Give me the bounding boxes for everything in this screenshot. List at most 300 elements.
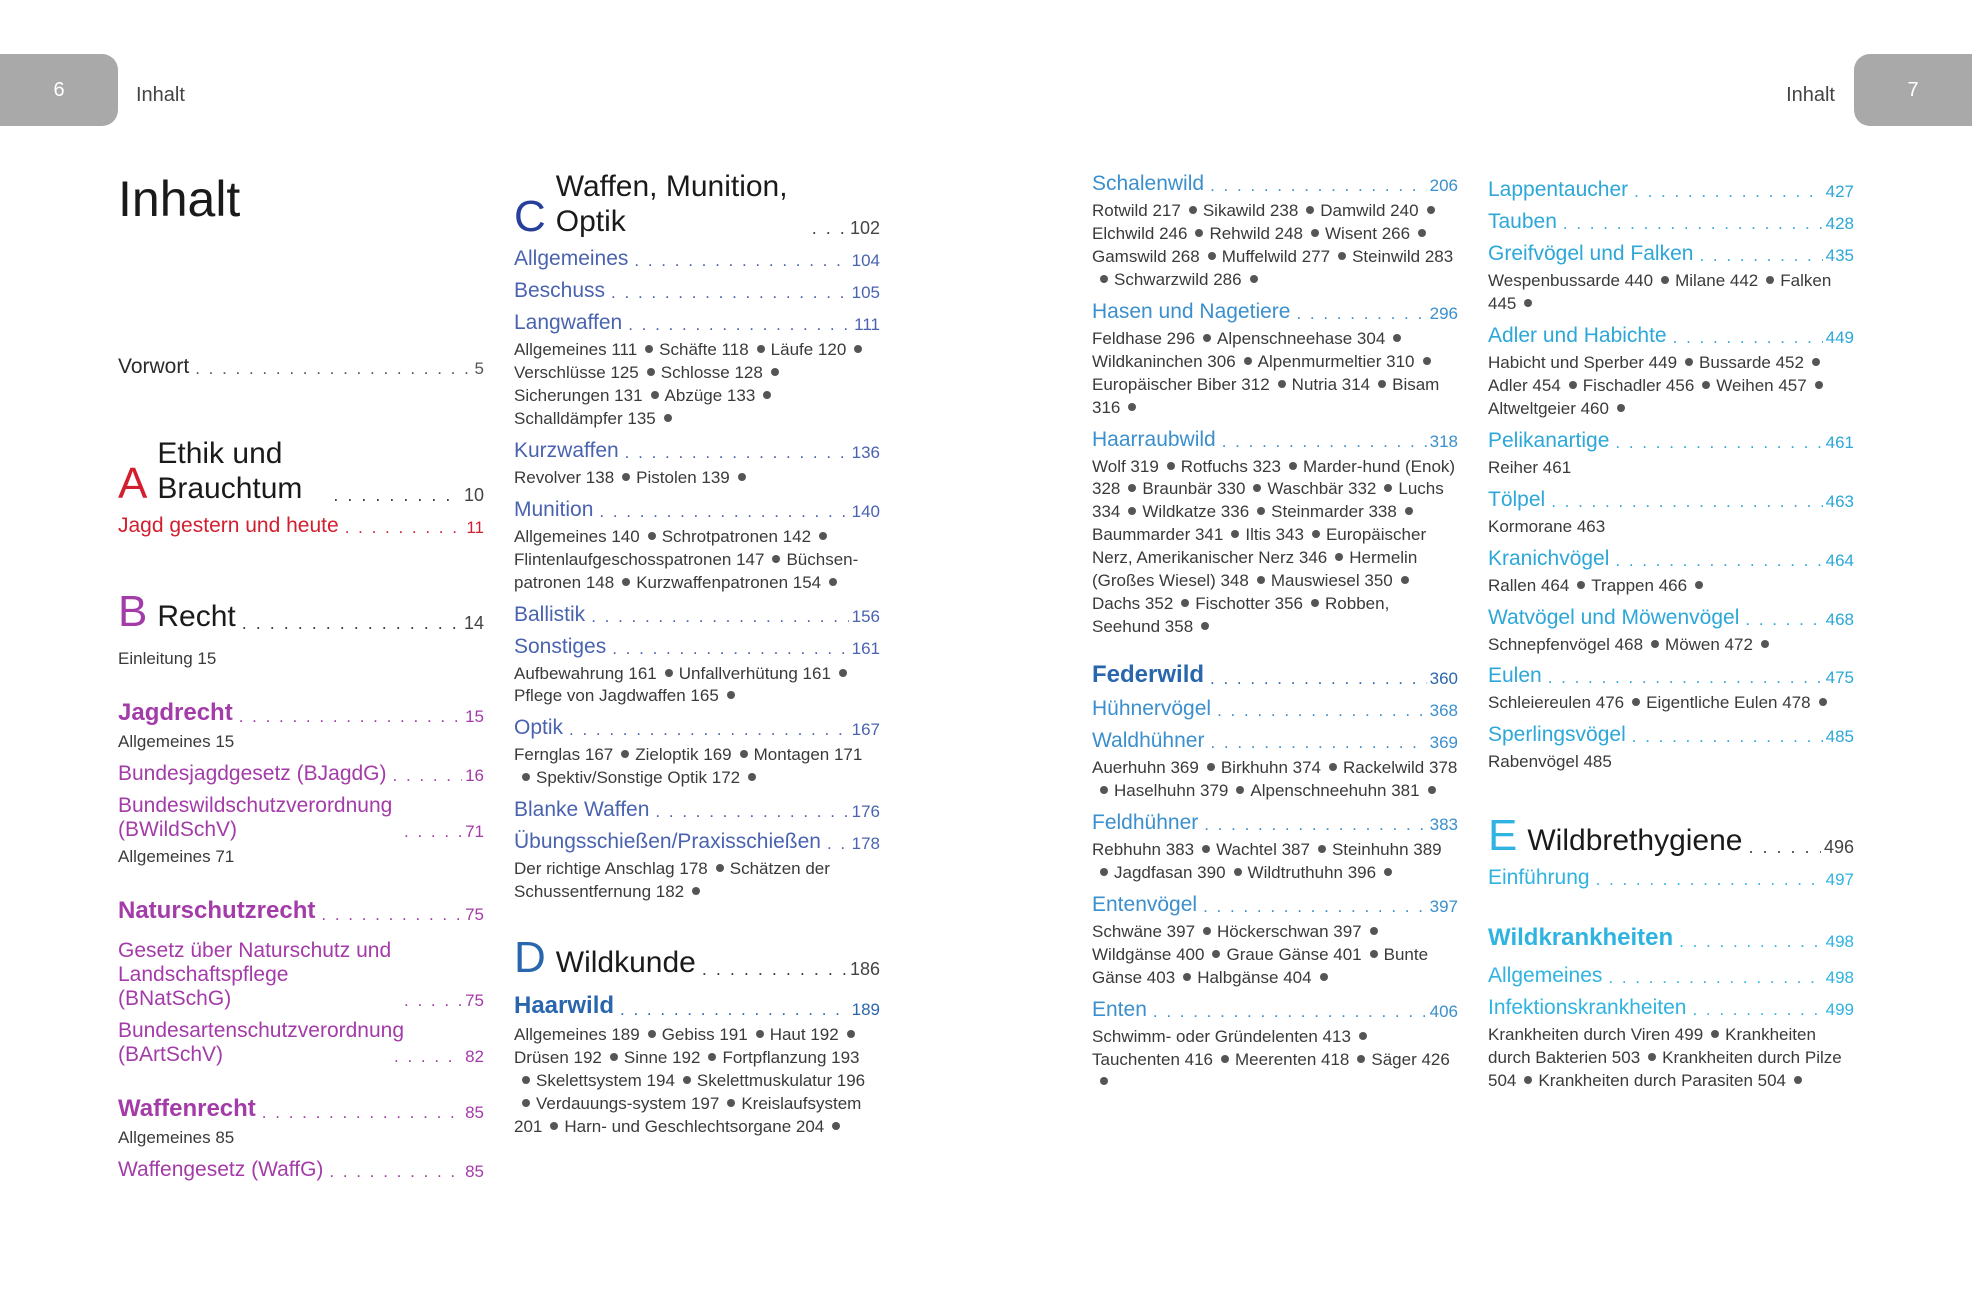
bullet-icon	[1378, 380, 1386, 388]
entry-label: Jagdrecht	[118, 698, 233, 726]
bullet-icon	[621, 750, 629, 758]
sub-item: Rabenvögel 485	[1488, 752, 1612, 772]
bullet-icon	[819, 532, 827, 540]
entry-label: Übungsschießen/Praxisschießen	[514, 830, 821, 854]
toc-entry[interactable]	[1092, 893, 1458, 917]
bullet-icon	[1577, 581, 1585, 589]
bullet-icon	[1201, 622, 1209, 630]
bullet-icon	[854, 345, 862, 353]
sub-item: Kurzwaffenpatronen 154	[636, 572, 822, 592]
section-letter: A	[118, 459, 148, 508]
sub-items	[1488, 270, 1854, 316]
sub-item: Gamswild 268	[1092, 246, 1200, 266]
toc-entry[interactable]	[1488, 606, 1854, 630]
entry-page: 85	[465, 1161, 484, 1181]
entry-page: 71	[465, 821, 484, 841]
sub-item: Marder-hund (Enok) 328	[1092, 456, 1456, 499]
sub-items	[1092, 757, 1458, 803]
sub-item: Schnepfenvögel 468	[1488, 634, 1644, 654]
entry-page: 11	[466, 518, 484, 537]
sub-item: Bunte Gänse 403	[1092, 944, 1429, 987]
sub-item: Flintenlaufgeschosspatronen 147	[514, 549, 765, 569]
sub-item: Haut 192	[769, 1025, 839, 1045]
bullet-icon	[1203, 334, 1211, 342]
toc-entry[interactable]	[1488, 242, 1854, 266]
entry-label: Optik	[514, 716, 564, 740]
entry-label: Naturschutzrecht	[118, 896, 316, 924]
bullet-icon	[1100, 786, 1108, 794]
sub-item: Harn- und Geschlechtsorgane 204	[564, 1116, 825, 1136]
bullet-icon	[1685, 358, 1693, 366]
sub-item: Allgemeines 111	[514, 340, 638, 359]
federwild-entries-cont	[1488, 178, 1854, 774]
sub-item: Elchwild 246	[1092, 223, 1188, 243]
toc-entry-waffenrecht[interactable]	[118, 1095, 484, 1123]
sub-item: Rotwild 217	[1092, 201, 1181, 220]
bullet-icon	[610, 1053, 618, 1061]
bullet-icon	[727, 1099, 735, 1107]
sub-item: Spektiv/Sonstige Optik 172	[536, 768, 741, 788]
sub-item: Rallen 464	[1488, 575, 1570, 595]
entry-label: Adler und Habichte	[1488, 323, 1667, 347]
sub-item: Allgemeines 140	[514, 526, 640, 546]
bullet-icon	[522, 773, 530, 781]
sub-item: Steinwild 283	[1352, 246, 1454, 266]
toc-entry-jagd-gestern[interactable]	[118, 514, 484, 538]
entry-page: 463	[1825, 491, 1854, 511]
sub-item: Iltis 343	[1245, 525, 1304, 545]
entry-page: 167	[851, 720, 880, 740]
sub-item: Rackelwild 378	[1343, 758, 1458, 777]
bullet-icon	[1335, 553, 1343, 561]
entry-label: Sonstiges	[514, 634, 607, 658]
intro-line: Einleitung 15	[118, 649, 217, 668]
bullet-icon	[1208, 252, 1216, 260]
sub-item: Verschlüsse 125	[514, 362, 639, 382]
sub-item: Hermelin (Großes Wiesel) 348	[1092, 548, 1418, 591]
bullet-icon	[692, 887, 700, 895]
sub-item: Büchsen-patronen 148	[514, 549, 859, 592]
bullet-icon	[1100, 1077, 1108, 1085]
toc-entry[interactable]	[514, 279, 880, 303]
bullet-icon	[1312, 530, 1320, 538]
bullet-icon	[1311, 599, 1319, 607]
entry-page: 206	[1429, 176, 1458, 195]
bullet-icon	[1234, 868, 1242, 876]
toc-entry[interactable]	[1092, 729, 1458, 753]
sub-item: Fischotter 356	[1195, 594, 1304, 614]
bullet-icon	[1221, 1055, 1229, 1063]
entry-label: Munition	[514, 497, 594, 521]
entry-label: Bundesjagdgesetz (BJagdG)	[118, 761, 387, 785]
sub-items	[1488, 1024, 1854, 1093]
entry-page: 85	[465, 1102, 484, 1122]
sub-item: Krankheiten durch Parasiten 504	[1538, 1071, 1786, 1091]
toc-entry-federwild[interactable]	[1092, 661, 1458, 689]
sub-items	[1488, 575, 1854, 598]
toc-entry-bartschv[interactable]	[118, 1019, 484, 1067]
toc-column-4	[1488, 170, 1854, 1093]
sub-items	[1488, 516, 1854, 539]
section-page: 102	[849, 218, 880, 238]
sub-item: Wachtel 387	[1216, 839, 1310, 859]
sub-items: Allgemeines 15	[118, 731, 235, 751]
wildkunde-entries	[1092, 172, 1458, 639]
entry-label: Watvögel und Möwenvögel	[1488, 605, 1740, 629]
sub-item: Schrotpatronen 142	[661, 526, 812, 546]
sub-item: Krankheiten durch Bakterien 503	[1488, 1025, 1816, 1068]
bullet-icon	[1320, 973, 1328, 981]
sub-item: Alpenmurmeltier 310	[1257, 351, 1415, 371]
sub-item: Trappen 466	[1591, 575, 1688, 595]
entry-page: 383	[1429, 814, 1458, 834]
bullet-icon	[1128, 403, 1136, 411]
bullet-icon	[1250, 275, 1258, 283]
bullet-icon	[664, 414, 672, 422]
entry-label: Kranichvögel	[1488, 546, 1610, 570]
sub-item: Schwimm- oder Gründelenten 413	[1092, 1026, 1351, 1046]
bullet-icon	[1329, 763, 1337, 771]
sub-items	[514, 663, 880, 709]
sub-item: Europäischer Nerz, Amerikanischer Nerz 346	[1092, 525, 1427, 568]
bullet-icon	[1648, 1053, 1656, 1061]
sub-item: Adler 454	[1488, 375, 1561, 395]
toc-entry[interactable]	[1488, 664, 1854, 688]
entry-label: Eulen	[1488, 664, 1542, 688]
bullet-icon	[1338, 252, 1346, 260]
bullet-icon	[1427, 206, 1435, 214]
sub-item: Zieloptik 169	[635, 745, 732, 765]
entry-label: Tölpel	[1488, 487, 1546, 511]
toc-entry-haarwild[interactable]	[514, 992, 880, 1020]
toc-entry[interactable]	[1092, 998, 1458, 1022]
sub-item: Kreislaufsystem 201	[514, 1093, 862, 1136]
toc-entry[interactable]	[1488, 429, 1854, 453]
sub-item: Schlosse 128	[660, 362, 763, 382]
entry-page: 156	[851, 606, 880, 626]
entry-page: 136	[851, 442, 880, 462]
bullet-icon	[1632, 698, 1640, 706]
bullet-icon	[1244, 357, 1252, 365]
sub-item: Läufe 120	[770, 340, 847, 359]
toc-entry-wildkrankheiten[interactable]	[1488, 924, 1854, 952]
bullet-icon	[832, 1122, 840, 1130]
toc-entry-bnatschg[interactable]	[118, 939, 484, 1011]
toc-entry[interactable]	[1488, 324, 1854, 348]
toc-entry[interactable]	[1488, 488, 1854, 512]
right-page-number: 7	[1854, 54, 1972, 126]
toc-entry-allgemeines[interactable]	[1488, 964, 1854, 988]
sub-item: Schätzen der Schussentfernung 182	[514, 859, 830, 902]
entry-label: Allgemeines	[1488, 964, 1603, 988]
bullet-icon	[1401, 576, 1409, 584]
bullet-icon	[727, 691, 735, 699]
entry-label: Pelikanartige	[1488, 428, 1610, 452]
bullet-icon	[1651, 640, 1659, 648]
sub-item: Muffelwild 277	[1221, 246, 1331, 266]
section-D[interactable]	[514, 933, 880, 983]
toc-entry-bwildschv[interactable]	[118, 794, 484, 842]
entry-label: Haarraubwild	[1092, 427, 1216, 451]
sub-item: Dachs 352	[1092, 594, 1174, 614]
section-A[interactable]	[118, 437, 484, 506]
toc-entry-jagdrecht[interactable]	[118, 699, 484, 727]
entry-page: 435	[1825, 246, 1854, 265]
sub-item: Rebhuhn 383	[1092, 839, 1195, 859]
bullet-icon	[708, 1053, 716, 1061]
toc-entry-infektionskrankheiten[interactable]	[1488, 996, 1854, 1020]
sub-items	[514, 339, 880, 431]
bullet-icon	[648, 532, 656, 540]
toc-entry[interactable]	[514, 635, 880, 659]
sub-item: Krankheiten durch Pilze 504	[1488, 1048, 1842, 1091]
toc-entry[interactable]	[514, 798, 880, 822]
toc-entry[interactable]	[514, 311, 880, 335]
sub-item: Sikawild 238	[1202, 201, 1299, 220]
sub-item: Mauswiesel 350	[1270, 571, 1393, 591]
entry-page: 178	[851, 834, 880, 854]
toc-entry-waffg[interactable]	[118, 1158, 484, 1182]
toc-entry[interactable]	[1488, 547, 1854, 571]
bullet-icon	[847, 1030, 855, 1038]
sub-item: Haselhuhn 379	[1114, 780, 1229, 800]
entry-page: 498	[1825, 968, 1854, 988]
toc-entry[interactable]	[1488, 210, 1854, 234]
entry-label: Jagd gestern und heute	[118, 514, 339, 537]
sub-items	[1488, 751, 1854, 774]
toc-entry[interactable]	[1092, 697, 1458, 721]
bullet-icon	[1695, 581, 1703, 589]
entry-page: 105	[851, 283, 880, 302]
bullet-icon	[550, 1122, 558, 1130]
bullet-icon	[1393, 334, 1401, 342]
section-name: Wildbrethygiene	[1527, 823, 1743, 857]
toc-entry-einfuehrung[interactable]	[1488, 866, 1854, 890]
bullet-icon	[648, 1030, 656, 1038]
sub-item: Halbgänse 404	[1197, 967, 1312, 987]
sub-item: Wisent 266	[1325, 223, 1411, 243]
entry-label: Vorwort	[118, 355, 190, 378]
bullet-icon	[1207, 763, 1215, 771]
entry-label: Lappentaucher	[1488, 178, 1629, 201]
entry-label: Haarwild	[514, 992, 615, 1020]
entry-label: Infektionskrankheiten	[1488, 996, 1687, 1020]
bullet-icon	[622, 473, 630, 481]
sub-item: Schalldämpfer 135	[514, 408, 656, 428]
entry-page: 497	[1825, 870, 1854, 890]
sub-item: Europäischer Biber 312	[1092, 374, 1270, 394]
section-name: Ethik und Brauchtum	[157, 437, 303, 505]
bullet-icon	[1357, 1055, 1365, 1063]
bullet-icon	[522, 1099, 530, 1107]
entry-label: Einführung	[1488, 866, 1590, 890]
sub-item: Pflege von Jagdwaffen 165	[514, 686, 719, 706]
sub-item: Schwäne 397	[1092, 921, 1196, 941]
bullet-icon	[1311, 229, 1319, 237]
entry-page: 16	[465, 765, 484, 785]
bullet-icon	[1423, 357, 1431, 365]
bullet-icon	[1812, 358, 1820, 366]
sub-item: Höckerschwan 397	[1217, 921, 1362, 941]
sub-items	[1488, 352, 1854, 421]
bullet-icon	[763, 391, 771, 399]
entry-page: 369	[1429, 733, 1458, 752]
toc-entry[interactable]	[514, 603, 880, 627]
sub-item: Robben, Seehund 358	[1092, 594, 1390, 637]
entry-label: Wildkrankheiten	[1488, 924, 1674, 952]
entry-label: Hühnervögel	[1092, 697, 1212, 720]
bullet-icon	[1661, 276, 1669, 284]
toc-entry[interactable]	[1092, 428, 1458, 452]
bullet-icon	[1428, 786, 1436, 794]
bullet-icon	[1306, 206, 1314, 214]
toc-column-3	[1092, 164, 1458, 1094]
bullet-icon	[1711, 1030, 1719, 1038]
sub-item: Pistolen 139	[636, 467, 730, 487]
sub-item: Damwild 240	[1320, 201, 1419, 220]
sub-item: Wespenbussarde 440	[1488, 271, 1654, 290]
entry-page: 406	[1429, 1001, 1458, 1021]
entry-label: Schalenwild	[1092, 172, 1205, 195]
sub-item: Verdauungs-system 197	[536, 1093, 720, 1113]
sub-item: Birkhuhn 374	[1220, 758, 1322, 777]
bullet-icon	[647, 368, 655, 376]
entry-label: Waffengesetz (WaffG)	[118, 1157, 324, 1181]
sub-item: Habicht und Sperber 449	[1488, 352, 1678, 372]
entry-page: 461	[1825, 432, 1854, 452]
entry-page: 475	[1825, 668, 1854, 688]
bullet-icon	[1405, 507, 1413, 515]
bullet-icon	[1128, 484, 1136, 492]
toc-entry[interactable]	[1092, 300, 1458, 324]
sub-item: Unfallverhütung 161	[678, 663, 831, 683]
sub-items	[514, 467, 880, 490]
bullet-icon	[1370, 950, 1378, 958]
entry-page: 368	[1429, 701, 1458, 720]
sub-item: Sinne 192	[623, 1048, 701, 1068]
sub-item: Wildgänse 400	[1092, 944, 1205, 964]
entry-label: Federwild	[1092, 661, 1205, 688]
sub-item: Fischadler 456	[1582, 375, 1695, 395]
entry-page: 75	[465, 990, 484, 1010]
sub-item: Schäfte 118	[659, 340, 749, 359]
sub-item: Rehwild 248	[1209, 223, 1304, 243]
toc-entry-vorwort[interactable]	[118, 355, 484, 379]
sub-item: Schwarzwild 286	[1114, 269, 1242, 289]
bullet-icon	[1100, 868, 1108, 876]
bullet-icon	[1524, 299, 1532, 307]
sub-item: Kormorane 463	[1488, 516, 1606, 536]
entry-page: 75	[465, 904, 484, 924]
bullet-icon	[1257, 507, 1265, 515]
entry-label: Hasen und Nagetiere	[1092, 299, 1291, 323]
entry-label: Feldhühner	[1092, 810, 1199, 834]
bullet-icon	[1794, 1076, 1802, 1084]
sub-item: Bussarde 452	[1699, 352, 1804, 372]
entry-label: Bundeswildschutzverordnung (BWildSchV)	[118, 793, 393, 841]
toc-entry[interactable]	[514, 830, 880, 854]
bullet-icon	[1195, 229, 1203, 237]
toc-entry[interactable]	[1488, 723, 1854, 747]
toc-entry[interactable]	[514, 439, 880, 463]
toc-column-2	[514, 170, 880, 1139]
sub-items	[1092, 328, 1458, 420]
entry-page: 161	[851, 638, 880, 658]
section-letter: C	[514, 192, 546, 241]
entry-page: 498	[1825, 932, 1854, 952]
sub-item: Aufbewahrung 161	[514, 663, 657, 683]
toc-entry[interactable]	[1092, 172, 1458, 196]
bullet-icon	[1766, 276, 1774, 284]
section-name: Recht	[157, 599, 236, 633]
bullet-icon	[522, 1076, 530, 1084]
entry-page: 485	[1825, 727, 1854, 747]
bullet-icon	[1617, 404, 1625, 412]
sub-item: Graue Gänse 401	[1226, 944, 1362, 964]
bullet-icon	[740, 750, 748, 758]
sub-item: Säger 426	[1371, 1049, 1450, 1069]
section-page: 186	[849, 959, 880, 980]
bullet-icon	[683, 1076, 691, 1084]
bullet-icon	[1815, 381, 1823, 389]
sub-item: Luchs 334	[1092, 479, 1444, 522]
entry-page: 140	[851, 501, 880, 521]
sub-item: Wildtruthuhn 396	[1247, 862, 1377, 882]
sub-item: Wolf 319	[1092, 456, 1159, 476]
bullet-icon	[1370, 927, 1378, 935]
entry-page: 427	[1825, 182, 1854, 201]
toc-entry[interactable]	[1488, 178, 1854, 202]
toc-entry-naturschutzrecht[interactable]	[118, 897, 484, 925]
toc-entry-bjagdg[interactable]	[118, 762, 484, 786]
entry-label: Kurzwaffen	[514, 438, 619, 462]
left-page-number: 6	[0, 54, 118, 126]
sub-item: Alpenschneehase 304	[1217, 328, 1386, 348]
section-B[interactable]	[118, 587, 484, 636]
section-E[interactable]	[1488, 811, 1854, 861]
sub-item: Baummarder 341	[1092, 525, 1224, 545]
toc-entry[interactable]	[1092, 811, 1458, 835]
bullet-icon	[1253, 484, 1261, 492]
section-name: Wildkunde	[555, 945, 696, 979]
sub-items	[514, 858, 880, 904]
sub-items	[1092, 839, 1458, 885]
bullet-icon	[748, 773, 756, 781]
entry-label: Blanke Waffen	[514, 798, 650, 822]
sub-item: Falken 445	[1488, 271, 1832, 313]
toc-entry[interactable]	[514, 716, 880, 740]
entry-label: Gesetz über Naturschutz und Landschaftspflege (BNatSchG)	[118, 938, 392, 1010]
sub-item: Der richtige Anschlag 178	[514, 859, 708, 879]
sub-item: Tauchenten 416	[1092, 1049, 1213, 1069]
toc-entry[interactable]	[514, 247, 880, 271]
sub-items	[514, 744, 880, 790]
sub-item: Auerhuhn 369	[1092, 758, 1199, 777]
bullet-icon	[1212, 950, 1220, 958]
bullet-icon	[645, 345, 653, 353]
entry-label: Beschuss	[514, 279, 606, 302]
page-title: Inhalt	[118, 171, 241, 227]
toc-entry[interactable]	[514, 498, 880, 522]
sub-items	[514, 1024, 880, 1139]
federwild-entries	[1092, 697, 1458, 1094]
bullet-icon	[716, 864, 724, 872]
bullet-icon	[1231, 530, 1239, 538]
sub-item: Bisam 316	[1092, 374, 1440, 417]
bullet-icon	[757, 345, 765, 353]
section-C[interactable]	[514, 170, 880, 239]
sub-item: Weihen 457	[1716, 375, 1807, 395]
